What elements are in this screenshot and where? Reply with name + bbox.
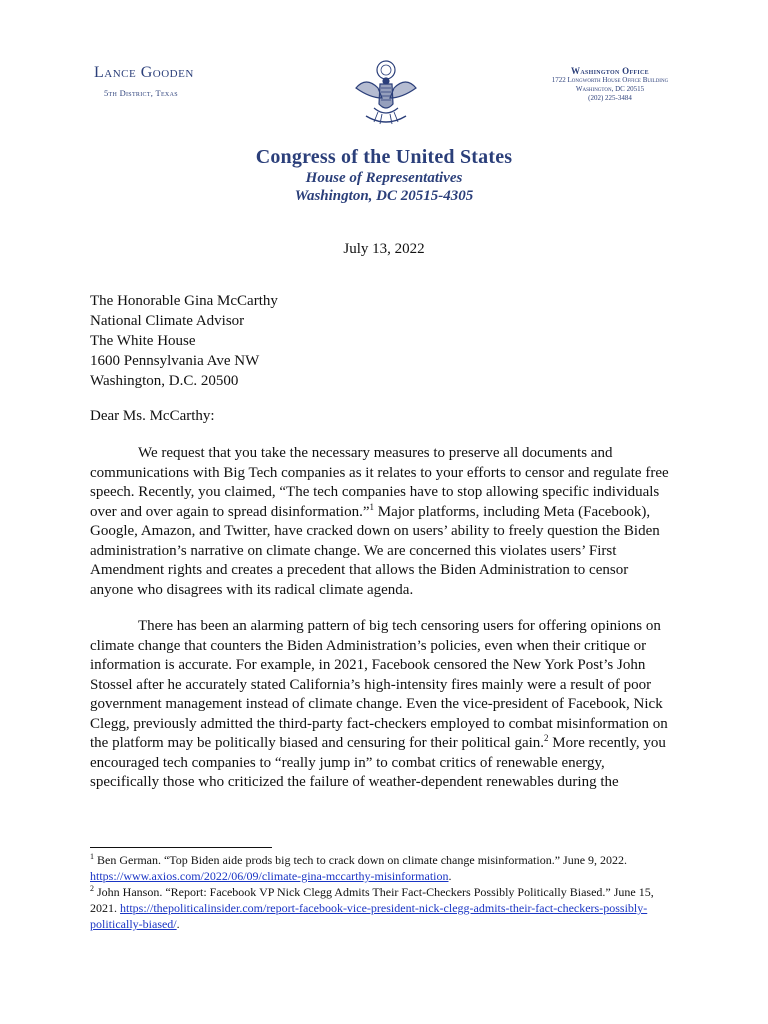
footnote-link[interactable]: https://thepoliticalinsider.com/report-facebook-vice-president-nick-clegg-admits-their-fact-checkers-possibly-politically-biased/ [90,901,648,931]
congressional-eagle-seal-icon [352,58,420,130]
footnote-1 [90,852,672,884]
address-line: The White House [90,333,196,349]
house-city: Washington, DC 20515-4305 [294,188,474,204]
office-title: Washington Office [571,66,649,76]
office-address-line: Washington, DC 20515 [575,85,645,93]
footnote-ref: 2 [544,733,549,743]
house-title: House of Representatives [305,170,463,186]
recipient-address [90,291,278,391]
address-line: The Honorable Gina McCarthy [90,293,278,309]
letterhead-representative [94,64,194,98]
footnote-number: 1 [90,852,94,861]
paragraph-text: We request that you take the necessary measures to preserve all documents and communications with Big Tech companies as it relates to your efforts to censor and regulate free speech. Recently, you claimed, “The tech companies have to stop allowing specific individuals over and over again to spread disinformation.” [90,445,669,520]
footnote-text: Ben German. “Top Biden aide prods big tech to crack down on climate change misinformation.” June 9, 2022. [94,853,628,867]
office-phone: (202) 225-3484 [588,94,632,102]
footnote-number: 2 [90,884,94,893]
paragraph-text: Major platforms, including Meta (Facebook), Google, Amazon, and Twitter, have cracked down on users’ ability to freely question the Biden administration’s narrative on climate change. We are concerned this violates users’ First Amendment rights and creates a precedent that allows the Biden Administration to censor anyone who disagrees with its radical climate agenda. [90,503,660,598]
office-address-line: 1722 Longworth House Office Building [551,76,669,84]
footnote-ref: 1 [369,501,374,512]
address-line: 1600 Pennsylvania Ave NW [90,353,260,369]
body-paragraph-2 [90,617,672,793]
footnote-punct: . [176,917,180,931]
footnote-link[interactable]: https://www.axios.com/2022/06/09/climate-gina-mccarthy-misinformation [90,869,449,883]
footnote-punct: . [448,869,452,883]
letter-date: July 13, 2022 [343,241,425,257]
footnote-divider [90,847,272,848]
salutation: Dear Ms. McCarthy: [90,408,215,424]
footnote-text: John Hanson. “Report: Facebook VP Nick Clegg Admits Their Fact-Checkers Possibly Politically Biased.” June 15, 2021. [90,885,654,915]
footnote-2 [90,884,672,932]
address-line: Washington, D.C. 20500 [90,373,239,389]
body-paragraph-1 [90,444,672,600]
letterhead-office [540,66,680,103]
footnotes [90,852,672,932]
paragraph-text: More recently, you encouraged tech companies to “really jump in” to combat critics of renewable energy, specifically those who criticized the failure of weather-dependent renewables during the [90,735,666,790]
letterhead-title [200,146,568,205]
congress-title: Congress of the United States [255,146,513,168]
representative-district: 5th District, Texas [104,88,178,98]
representative-name: Lance Gooden [94,64,194,81]
paragraph-text: There has been an alarming pattern of big tech censoring users for offering opinions on climate change that counters the Biden Administration’s policies, even when their critique or information is accurate. For example, in 2021, Facebook censored the New York Post’s John Stossel after he accurately stated California’s high-intensity fires mainly were a result of poor government management instead of climate change. Even the vice-president of Facebook, Nick Clegg, previously admitted the third-party fact-checkers employed to combat misinformation on the platform may be politically biased and censuring for their political gain. [90,618,668,751]
address-line: National Climate Advisor [90,313,245,329]
